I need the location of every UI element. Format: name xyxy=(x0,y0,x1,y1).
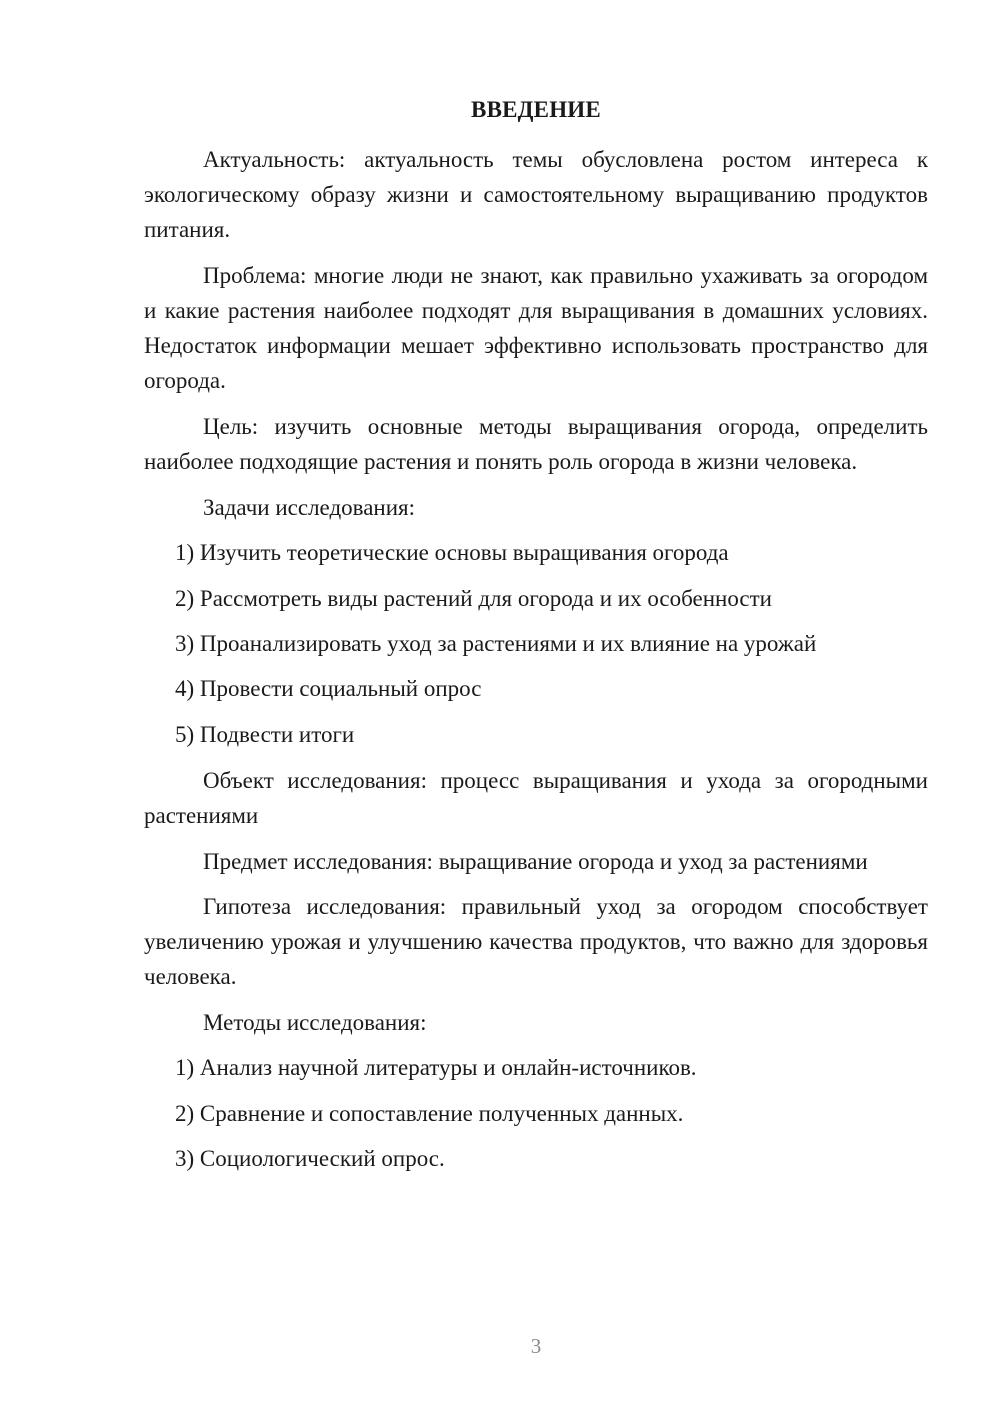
object-paragraph: Объект исследования: процесс выращивания и ухода за огородными растениями xyxy=(144,768,928,828)
method-item: 1) Анализ научной литературы и онлайн-источников. xyxy=(175,1055,697,1080)
methods-heading: Методы исследования: xyxy=(203,1010,427,1035)
relevance-paragraph: Актуальность: актуальность темы обусловлена ростом интереса к экологическому образу жизни и самостоятельному выращиванию продуктов питания. xyxy=(144,147,928,242)
task-item: 4) Провести социальный опрос xyxy=(175,676,482,701)
goal-paragraph: Цель: изучить основные методы выращивания огорода, определить наиболее подходящие растения и понять роль огорода в жизни человека. xyxy=(144,414,928,474)
tasks-heading: Задачи исследования: xyxy=(203,495,416,520)
task-item: 1) Изучить теоретические основы выращивания огорода xyxy=(175,540,729,565)
subject-paragraph: Предмет исследования: выращивание огорода и уход за растениями xyxy=(203,849,868,874)
section-title: ВВЕДЕНИЕ xyxy=(471,97,601,122)
page-number: 3 xyxy=(530,1334,542,1358)
task-item: 5) Подвести итоги xyxy=(175,722,355,747)
problem-paragraph: Проблема: многие люди не знают, как правильно ухаживать за огородом и какие растения наиболее подходят для выращивания в домашних условиях. Недостаток информации мешает эффективно использовать пространство для огорода. xyxy=(144,263,928,393)
hypothesis-paragraph: Гипотеза исследования: правильный уход за огородом способствует увеличению урожая и улучшению качества продуктов, что важно для здоровья человека. xyxy=(144,894,928,989)
method-item: 3) Социологический опрос. xyxy=(175,1146,445,1171)
task-item: 3) Проанализировать уход за растениями и их влияние на урожай xyxy=(175,631,817,656)
method-item: 2) Сравнение и сопоставление полученных данных. xyxy=(175,1101,684,1126)
task-item: 2) Рассмотреть виды растений для огорода и их особенности xyxy=(175,586,772,611)
